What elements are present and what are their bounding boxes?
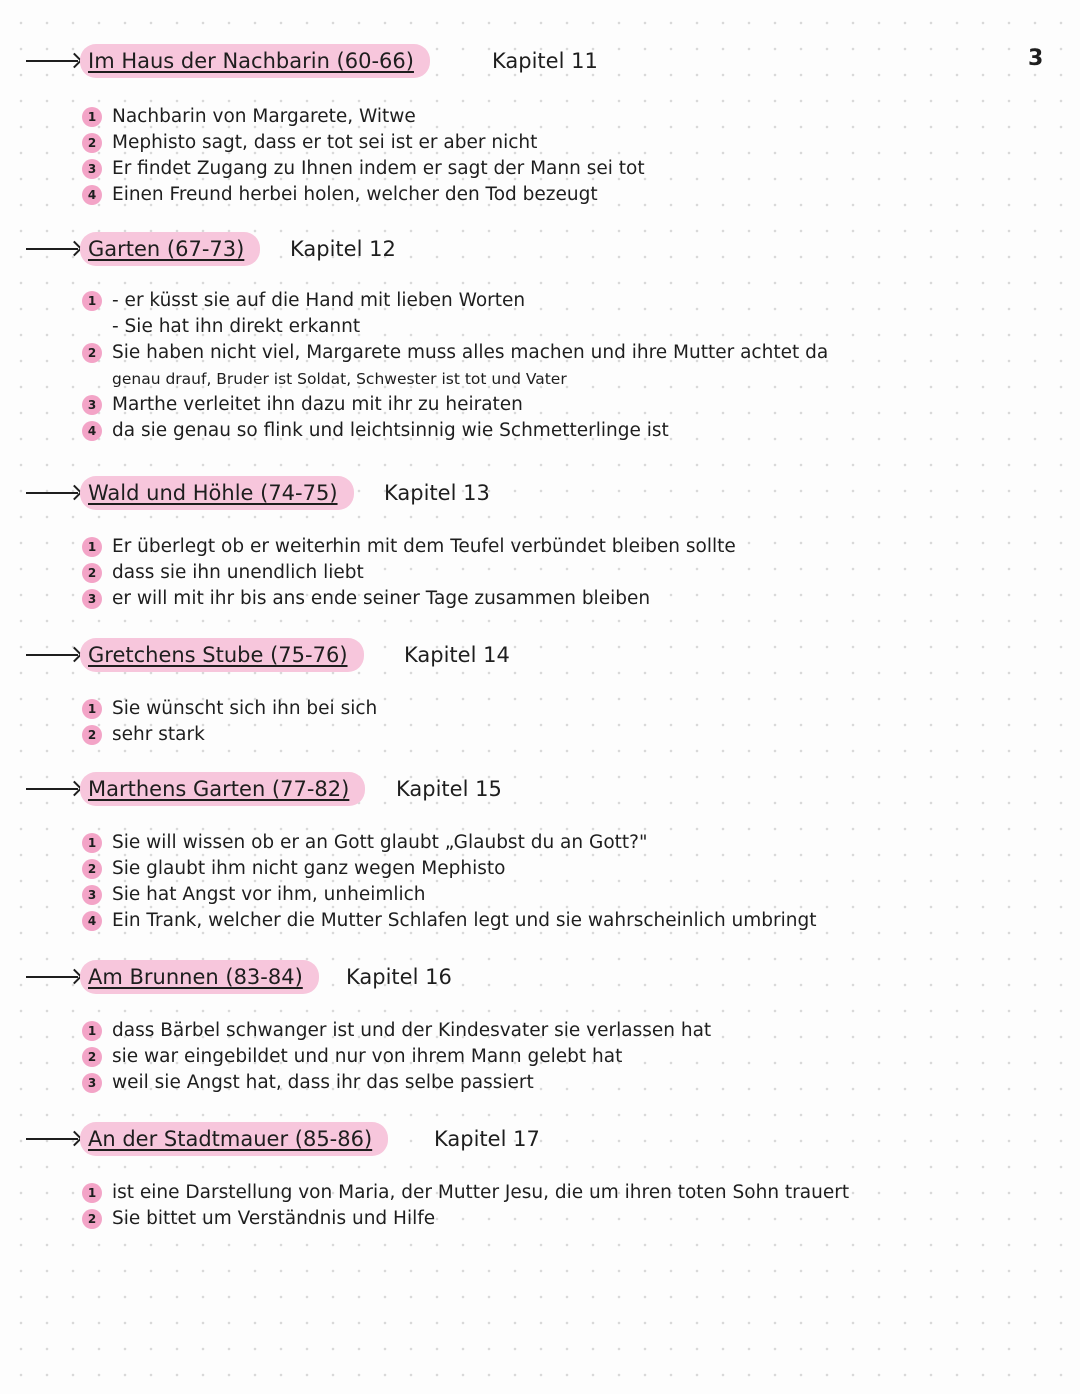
item-text: Sie wünscht sich ihn bei sich	[112, 698, 378, 719]
section-kapitel-17	[0, 1122, 1080, 1232]
list-item	[0, 288, 1080, 314]
item-text: Sie glaubt ihm nicht ganz wegen Mephisto	[112, 858, 506, 879]
list-item	[0, 1180, 1080, 1206]
list-item	[0, 314, 1080, 340]
list-item	[0, 340, 1080, 366]
arrow-icon	[26, 654, 78, 656]
arrow-icon	[26, 248, 78, 250]
section-kapitel-14	[0, 638, 1080, 748]
list-item	[0, 1044, 1080, 1070]
section-heading: Wald und Höhle (74-75)	[80, 476, 354, 510]
list-item	[0, 696, 1080, 722]
item-text: dass Bärbel schwanger ist und der Kindesvater sie verlassen hat	[112, 1020, 712, 1041]
section-heading: Gretchens Stube (75-76)	[80, 638, 364, 672]
section-kapitel-15	[0, 772, 1080, 934]
number-badge: 1	[82, 291, 102, 311]
chapter-label: Kapitel 16	[346, 965, 452, 989]
number-badge: 4	[82, 185, 102, 205]
number-badge: 1	[82, 107, 102, 127]
number-badge: 3	[82, 589, 102, 609]
arrow-icon	[26, 976, 78, 978]
list-item	[0, 366, 1080, 392]
arrow-icon	[26, 788, 78, 790]
chapter-label: Kapitel 11	[492, 49, 598, 73]
list-item	[0, 156, 1080, 182]
item-text: dass sie ihn unendlich liebt	[112, 562, 364, 583]
item-text: Mephisto sagt, dass er tot sei ist er aber nicht	[112, 132, 538, 153]
item-text: da sie genau so flink und leichtsinnig wie Schmetterlinge ist	[112, 420, 669, 441]
section-heading: Marthens Garten (77-82)	[80, 772, 365, 806]
item-text: - Sie hat ihn direkt erkannt	[112, 316, 361, 337]
list-item	[0, 1206, 1080, 1232]
list-item	[0, 722, 1080, 748]
number-badge: 1	[82, 1021, 102, 1041]
item-text: genau drauf, Bruder ist Soldat, Schwester ist tot und Vater	[112, 370, 567, 388]
item-text: Nachbarin von Margarete, Witwe	[112, 106, 416, 127]
arrow-icon	[26, 1138, 78, 1140]
number-badge: 2	[82, 563, 102, 583]
list-item	[0, 1018, 1080, 1044]
section-heading: An der Stadtmauer (85-86)	[80, 1122, 388, 1156]
item-text: Er überlegt ob er weiterhin mit dem Teufel verbündet bleiben sollte	[112, 536, 736, 557]
list-item	[0, 104, 1080, 130]
item-text: er will mit ihr bis ans ende seiner Tage zusammen bleiben	[112, 588, 651, 609]
number-badge: 4	[82, 421, 102, 441]
item-text: Ein Trank, welcher die Mutter Schlafen legt und sie wahrscheinlich umbringt	[112, 910, 817, 931]
number-badge: 3	[82, 885, 102, 905]
page-number: 3	[1028, 46, 1044, 71]
number-badge: 1	[82, 537, 102, 557]
section-kapitel-16	[0, 960, 1080, 1096]
section-kapitel-12	[0, 232, 1080, 444]
item-text: sie war eingebildet und nur von ihrem Mann gelebt hat	[112, 1046, 623, 1067]
number-badge: 4	[82, 911, 102, 931]
section-heading: Im Haus der Nachbarin (60-66)	[80, 44, 430, 78]
section-kapitel-11	[0, 44, 1080, 208]
number-badge: 1	[82, 1183, 102, 1203]
item-text: Einen Freund herbei holen, welcher den Tod bezeugt	[112, 184, 598, 205]
item-text: weil sie Angst hat, dass ihr das selbe passiert	[112, 1072, 534, 1093]
item-text: ist eine Darstellung von Maria, der Mutter Jesu, die um ihren toten Sohn trauert	[112, 1182, 850, 1203]
number-badge: 2	[82, 133, 102, 153]
section-heading: Am Brunnen (83-84)	[80, 960, 319, 994]
list-item	[0, 856, 1080, 882]
chapter-label: Kapitel 14	[404, 643, 510, 667]
number-badge: 3	[82, 395, 102, 415]
number-badge: 2	[82, 343, 102, 363]
list-item	[0, 418, 1080, 444]
arrow-icon	[26, 60, 78, 62]
item-text: Marthe verleitet ihn dazu mit ihr zu heiraten	[112, 394, 523, 415]
section-kapitel-13	[0, 476, 1080, 612]
number-badge: 2	[82, 1209, 102, 1229]
chapter-label: Kapitel 13	[384, 481, 490, 505]
number-badge: 2	[82, 1047, 102, 1067]
list-item	[0, 392, 1080, 418]
item-text: Sie will wissen ob er an Gott glaubt „Glaubst du an Gott?"	[112, 832, 648, 853]
list-item	[0, 534, 1080, 560]
item-text: sehr stark	[112, 724, 205, 745]
number-badge: 3	[82, 159, 102, 179]
number-badge: 1	[82, 833, 102, 853]
number-badge: 3	[82, 1073, 102, 1093]
list-item	[0, 882, 1080, 908]
list-item	[0, 586, 1080, 612]
chapter-label: Kapitel 17	[434, 1127, 540, 1151]
number-badge: 2	[82, 859, 102, 879]
chapter-label: Kapitel 12	[290, 237, 396, 261]
number-badge: 1	[82, 699, 102, 719]
list-item	[0, 560, 1080, 586]
arrow-icon	[26, 492, 78, 494]
list-item	[0, 908, 1080, 934]
number-badge: 2	[82, 725, 102, 745]
item-text: Sie hat Angst vor ihm, unheimlich	[112, 884, 426, 905]
list-item	[0, 182, 1080, 208]
section-heading: Garten (67-73)	[80, 232, 260, 266]
item-text: Sie bittet um Verständnis und Hilfe	[112, 1208, 436, 1229]
list-item	[0, 830, 1080, 856]
list-item	[0, 1070, 1080, 1096]
item-text: Sie haben nicht viel, Margarete muss alles machen und ihre Mutter achtet da	[112, 342, 829, 363]
list-item	[0, 130, 1080, 156]
chapter-label: Kapitel 15	[396, 777, 502, 801]
item-text: Er findet Zugang zu Ihnen indem er sagt der Mann sei tot	[112, 158, 645, 179]
item-text: - er küsst sie auf die Hand mit lieben Worten	[112, 290, 526, 311]
